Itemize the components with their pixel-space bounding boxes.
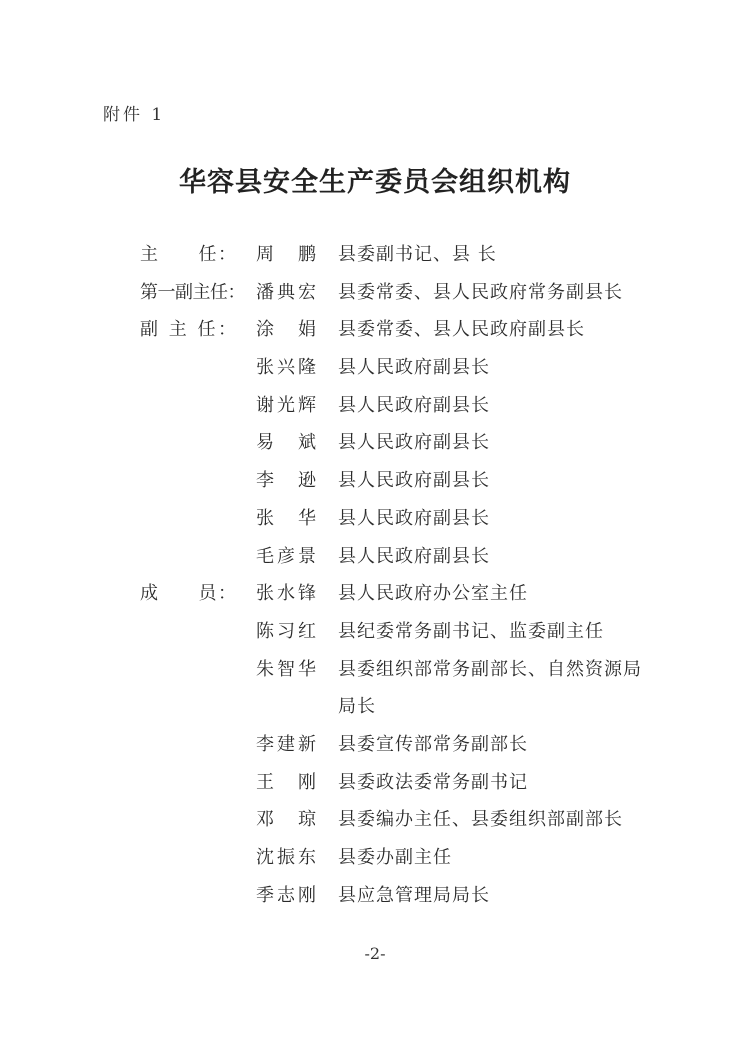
member-post: 县委副书记、县 长 bbox=[338, 244, 497, 265]
roster-row bbox=[0, 387, 750, 425]
member-post: 县人民政府副县长 bbox=[338, 470, 490, 492]
member-post: 县委组织部常务副部长、自然资源局局长 bbox=[338, 658, 642, 718]
role-label: 成 员： bbox=[140, 583, 236, 605]
document-title: 华容县安全生产委员会组织机构 bbox=[179, 167, 571, 198]
member-post: 县委常委、县人民政府副县长 bbox=[338, 319, 585, 341]
member-name: 张 华 bbox=[256, 507, 316, 529]
role-label: 副 主 任： bbox=[140, 319, 236, 341]
role-label: 主 任： bbox=[140, 244, 236, 265]
roster-row bbox=[0, 764, 750, 802]
roster-row bbox=[0, 500, 750, 538]
member-post: 县纪委常务副书记、监委副主任 bbox=[338, 620, 604, 642]
member-name: 朱智华 bbox=[256, 658, 316, 680]
roster-row bbox=[0, 877, 750, 915]
role-label: 第一副主任： bbox=[140, 281, 245, 303]
roster-row bbox=[0, 236, 750, 274]
member-post: 县委办副主任 bbox=[338, 847, 452, 869]
member-roster bbox=[0, 236, 750, 914]
member-name: 邓 琼 bbox=[256, 809, 316, 831]
member-name: 王 刚 bbox=[256, 771, 316, 793]
roster-row bbox=[0, 651, 750, 726]
roster-row bbox=[0, 349, 750, 387]
member-post: 县委宣传部常务副部长 bbox=[338, 733, 528, 755]
roster-row bbox=[0, 424, 750, 462]
roster-row bbox=[0, 575, 750, 613]
member-post: 县委编办主任、县委组织部副部长 bbox=[338, 809, 623, 831]
roster-row bbox=[0, 462, 750, 500]
member-name: 潘典宏 bbox=[256, 281, 316, 303]
roster-row bbox=[0, 311, 750, 349]
roster-row bbox=[0, 274, 750, 312]
member-post: 县人民政府副县长 bbox=[338, 357, 490, 379]
member-name: 陈习红 bbox=[256, 620, 316, 642]
member-name: 谢光辉 bbox=[256, 394, 316, 416]
member-name: 张水锋 bbox=[256, 583, 316, 605]
member-name: 涂 娟 bbox=[256, 319, 316, 341]
member-name: 季志刚 bbox=[256, 884, 316, 906]
roster-row bbox=[0, 538, 750, 576]
roster-row bbox=[0, 726, 750, 764]
attachment-label: 附件 1 bbox=[103, 105, 166, 125]
member-name: 李 逊 bbox=[256, 470, 316, 492]
member-post: 县委常委、县人民政府常务副县长 bbox=[338, 281, 623, 303]
member-name: 易 斌 bbox=[256, 432, 316, 454]
member-name: 周 鹏 bbox=[256, 244, 316, 265]
member-post: 县人民政府副县长 bbox=[338, 545, 490, 567]
roster-row bbox=[0, 839, 750, 877]
member-name: 毛彦景 bbox=[256, 545, 316, 567]
member-post: 县应急管理局局长 bbox=[338, 884, 490, 906]
page-number: -2- bbox=[364, 944, 386, 963]
member-name: 张兴隆 bbox=[256, 357, 316, 379]
roster-row bbox=[0, 801, 750, 839]
member-name: 李建新 bbox=[256, 733, 316, 755]
member-post: 县人民政府副县长 bbox=[338, 507, 490, 529]
member-post: 县人民政府副县长 bbox=[338, 394, 490, 416]
member-post: 县人民政府副县长 bbox=[338, 432, 490, 454]
roster-row bbox=[0, 613, 750, 651]
member-name: 沈振东 bbox=[256, 847, 316, 869]
member-post: 县人民政府办公室主任 bbox=[338, 583, 528, 605]
member-post: 县委政法委常务副书记 bbox=[338, 771, 528, 793]
